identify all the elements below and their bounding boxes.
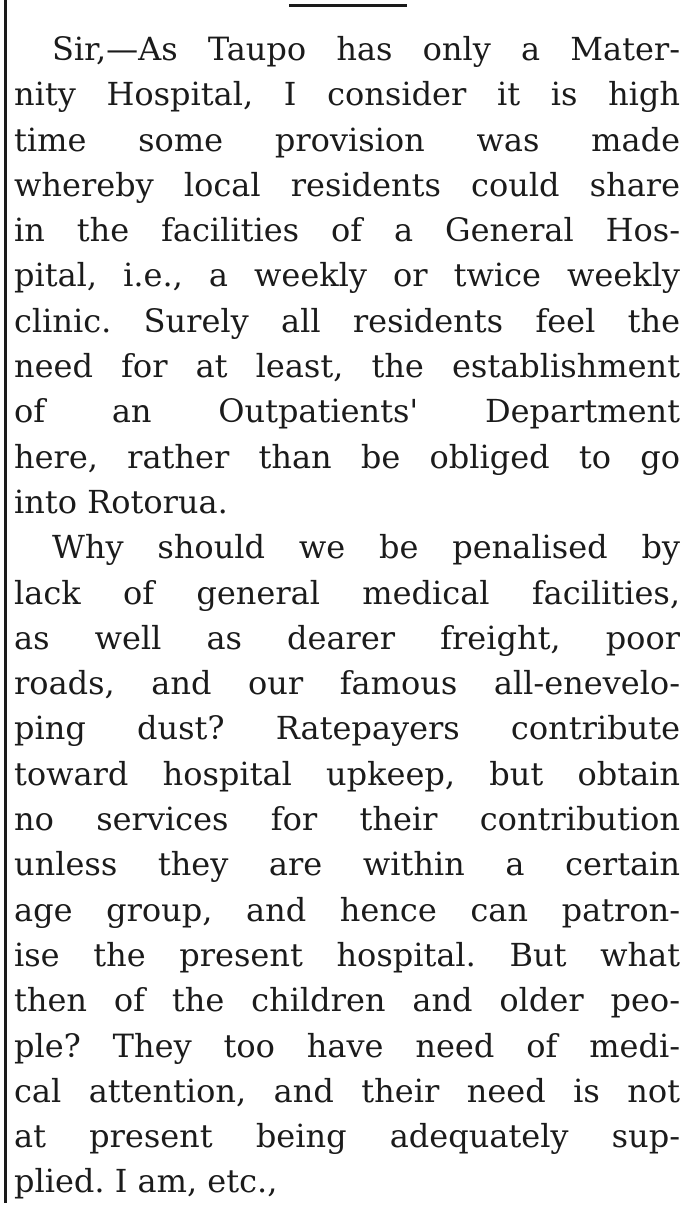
text-line: into Rotorua.	[14, 482, 228, 521]
text-line: pital, i.e., a weekly or twice weekly	[14, 256, 680, 295]
text-line: toward hospital upkeep, but obtain	[14, 754, 680, 793]
text-line: lack of general medical facilities,	[14, 573, 680, 612]
paragraph-1	[14, 27, 680, 525]
top-divider-rule	[289, 4, 407, 7]
text-line: roads, and our famous all-enevelo-	[14, 664, 680, 703]
text-line: clinic. Surely all residents feel the	[14, 301, 680, 340]
text-line: no services for their contribution	[14, 800, 680, 839]
text-line: plied. I am, etc.,	[14, 1162, 278, 1201]
text-line: time some provision was made	[14, 120, 680, 159]
text-line: age group, and hence can patron-	[14, 890, 680, 929]
paragraph-2	[14, 525, 680, 1204]
text-line: here, rather than be obliged to go	[14, 437, 680, 476]
text-line: need for at least, the establishment	[14, 347, 680, 386]
text-line: then of the children and older peo-	[14, 981, 680, 1020]
column-rule	[4, 0, 7, 1203]
text-line: nity Hospital, I consider it is high	[14, 75, 680, 114]
text-line: in the facilities of a General Hos-	[14, 211, 680, 250]
text-line: whereby local residents could share	[14, 165, 680, 204]
text-line: cal attention, and their need is not	[14, 1071, 680, 1110]
text-line: unless they are within a certain	[14, 845, 680, 884]
text-line: Why should we be penalised by	[52, 528, 680, 567]
letter-to-editor	[14, 27, 680, 1205]
text-line: at present being adequately sup-	[14, 1117, 680, 1156]
text-line: of an Outpatients' Department	[14, 392, 680, 431]
text-line: ple? They too have need of medi-	[14, 1026, 680, 1065]
text-line: ise the present hospital. But what	[14, 935, 680, 974]
text-line: as well as dearer freight, poor	[14, 618, 680, 657]
text-line: Sir,—As Taupo has only a Mater-	[52, 30, 680, 68]
text-line: ping dust? Ratepayers contribute	[14, 709, 680, 748]
